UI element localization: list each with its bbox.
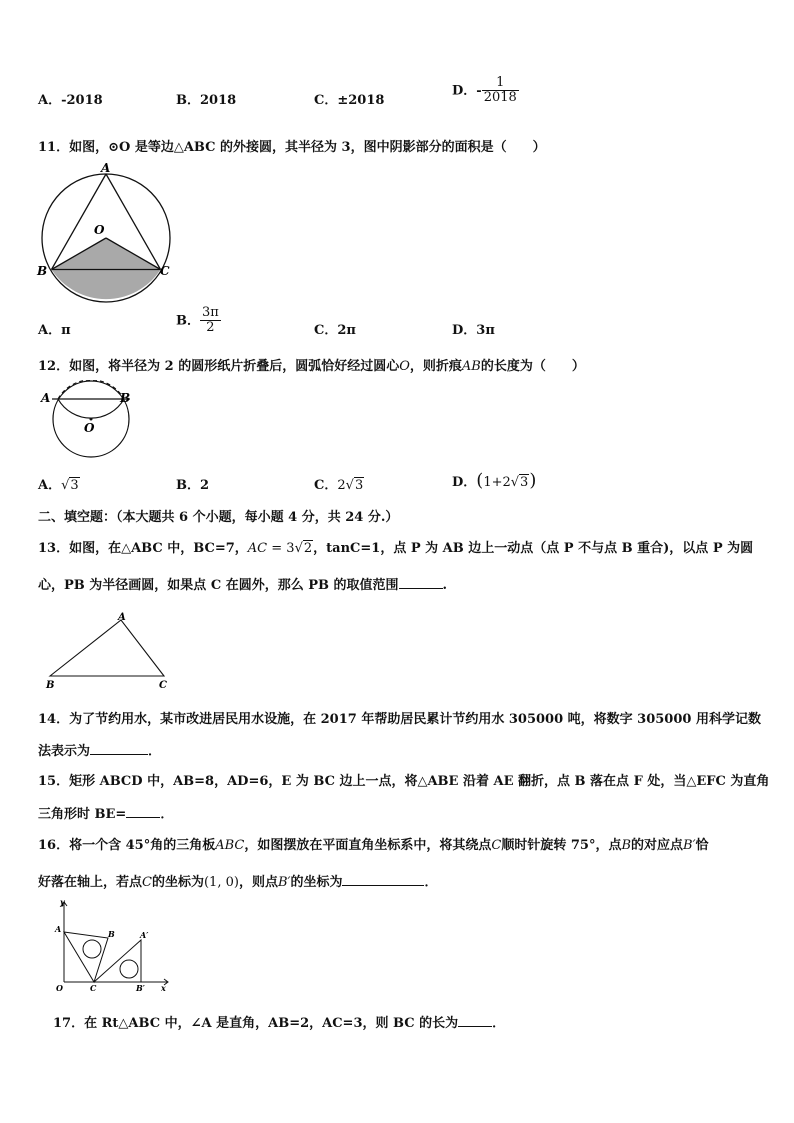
stem-text: 三角形时 BE=	[38, 807, 127, 822]
option-label: B．	[176, 313, 200, 329]
q12-option-d	[452, 470, 536, 491]
stem-text: 法表示为	[38, 744, 91, 759]
stem-text: 的坐标为	[151, 875, 204, 890]
stem-var: B′	[683, 838, 696, 853]
stem-var-ac: AC	[247, 541, 268, 556]
stem-text: 顺时针旋转 75°，点	[501, 838, 622, 853]
stem-var: B	[621, 838, 632, 853]
q11-circle-figure	[32, 160, 182, 310]
option-label: A．	[38, 93, 62, 108]
stem-text: ．	[148, 744, 162, 759]
fraction	[482, 76, 519, 106]
option-label: B．	[176, 93, 200, 108]
q10-option-a	[38, 89, 103, 108]
option-label: A．	[38, 478, 62, 493]
stem-text: 12．如图，将半径为 2 的圆形纸片折叠后，圆弧恰好经过圆心	[38, 359, 400, 374]
stem-var-o: O	[399, 359, 410, 374]
label-b: B	[120, 391, 131, 405]
option-value: ±2018	[337, 93, 385, 108]
q15-line-1: 15．矩形 ABCD 中，AB=8，AD=6，E 为 BC 边上一点，将△ABE 沿着 AE 翻折，点 B 落在点 F 处，当△EFC 为直角	[38, 774, 770, 789]
option-label: D．	[452, 83, 477, 99]
stem-text: 的坐标为	[290, 875, 343, 890]
stem-eq: = 3	[267, 541, 295, 556]
stem-text: 好落在轴上，若点	[38, 875, 143, 890]
q16-line-2	[38, 871, 438, 890]
q11-option-b	[176, 306, 221, 336]
stem-text: ，则折痕	[409, 359, 462, 374]
stem-var: C	[491, 838, 502, 853]
label-b: B	[37, 264, 48, 278]
option-value: 2018	[200, 93, 237, 108]
radicand: 3	[520, 475, 529, 490]
sqrt: √3	[345, 478, 364, 493]
label-c: C	[90, 983, 97, 993]
stem-text: ．	[424, 875, 438, 890]
option-label: B．	[176, 478, 200, 493]
q16-coordinate-figure	[48, 896, 178, 996]
paren-close: )	[529, 470, 537, 491]
q16-line-1	[38, 834, 709, 853]
option-value: 2	[200, 478, 210, 493]
q12-stem	[38, 355, 585, 374]
stem-text: ．	[160, 807, 174, 822]
shaded-segment	[52, 270, 161, 300]
stem-text: ，如图摆放在平面直角坐标系中，将其绕点	[244, 838, 492, 853]
stem-text: .	[442, 578, 448, 593]
answer-blank[interactable]	[458, 1014, 492, 1027]
label-x: x	[161, 983, 166, 993]
label-o: O	[94, 223, 105, 237]
coefficient: 2	[337, 478, 346, 493]
shaded-triangle	[52, 238, 161, 270]
q12-option-b	[176, 474, 209, 493]
q10-option-c	[314, 89, 384, 108]
label-b: B	[46, 680, 55, 691]
q17-stem	[53, 1012, 505, 1031]
option-label: C．	[314, 93, 338, 108]
denominator: 2018	[483, 90, 517, 106]
sqrt: √3	[61, 478, 79, 493]
stem-text: ，tanC=1，点 P 为 AB 边上一动点（点 P 不与点 B 重合)，以点 P 为圆	[313, 541, 754, 556]
stem-text: 的对应点	[631, 838, 684, 853]
q14-line-1: 14．为了节约用水，某市改进居民用水设施，在 2017 年帮助居民累计节约用水 305000 吨，将数字 305000 用科学记数	[38, 712, 761, 727]
label-a: A	[101, 161, 111, 175]
q10-option-d	[452, 76, 519, 106]
numerator: 1	[496, 75, 505, 90]
paren-open: (	[476, 470, 484, 491]
denominator: 2	[200, 320, 221, 335]
option-label: C．	[314, 323, 338, 338]
minus-sign: -	[476, 83, 482, 99]
q10-option-b	[176, 89, 236, 108]
stem-text: ，则点	[238, 875, 278, 890]
stem-text: 的长度为（ ）	[480, 359, 585, 374]
label-b-prime: B′	[136, 983, 145, 993]
answer-blank[interactable]	[399, 576, 443, 589]
stem-var-ab: AB	[461, 359, 481, 374]
coordinate: (1, 0)	[203, 875, 239, 890]
answer-blank[interactable]	[90, 742, 148, 755]
triangle-abc	[50, 620, 164, 676]
triangle-hole	[83, 940, 101, 958]
triangle-hole-rotated	[120, 960, 138, 978]
section-2-title: 二、填空题：（本大题共 6 个小题，每小题 4 分，共 24 分.）	[38, 510, 399, 525]
stem-text: 17．在 Rt△ABC 中，∠A 是直角，AB=2，AC=3，则 BC 的长为	[53, 1016, 459, 1031]
fraction	[200, 306, 221, 336]
q11-option-d	[452, 319, 495, 338]
answer-blank[interactable]	[126, 805, 160, 818]
q15-line-2	[38, 803, 173, 822]
q12-option-c	[314, 474, 364, 493]
radicand: 3	[354, 478, 364, 493]
numerator: 3π	[202, 305, 219, 320]
q13-line-2	[38, 574, 447, 593]
stem-var: C	[142, 875, 152, 890]
answer-blank[interactable]	[342, 873, 424, 886]
expression: 1+2	[483, 475, 511, 490]
stem-var: B′	[277, 875, 291, 890]
q12-fold-figure	[36, 380, 146, 462]
radicand: 2	[303, 541, 313, 556]
option-value: π	[61, 323, 71, 338]
option-value: -2018	[61, 93, 103, 108]
label-o: O	[56, 983, 63, 993]
q12-option-a	[38, 474, 80, 493]
label-c: C	[159, 680, 167, 691]
triangle-abc	[64, 932, 108, 982]
label-a: A	[41, 391, 51, 405]
option-label: A．	[38, 323, 62, 338]
stem-text: 心，PB 为半径画圆，如果点 C 在圆外，那么 PB 的取值范围	[38, 578, 399, 593]
q14-line-2	[38, 740, 161, 759]
option-label: D．	[452, 323, 477, 338]
label-a-prime: A′	[140, 930, 149, 940]
sqrt: √2	[294, 541, 313, 556]
stem-var: ABC	[215, 838, 245, 853]
label-a: A	[55, 924, 62, 934]
stem-text: 恰	[695, 838, 709, 853]
stem-text: ．	[492, 1016, 506, 1031]
q13-line-1	[38, 537, 753, 556]
stem-text: 16．将一个含 45°角的三角板	[38, 838, 216, 853]
label-o: O	[84, 421, 95, 435]
q11-option-a	[38, 319, 71, 338]
q13-triangle-figure	[40, 612, 180, 692]
label-b: B	[108, 929, 115, 939]
folded-arc	[58, 399, 124, 418]
option-label: D．	[452, 475, 477, 490]
option-label: C．	[314, 478, 338, 493]
option-value: 2π	[337, 323, 356, 338]
label-a: A	[118, 612, 126, 623]
label-c: C	[160, 264, 170, 278]
label-y: y	[60, 897, 65, 907]
q11-stem: 11．如图，⊙O 是等边△ABC 的外接圆，其半径为 3，图中阴影部分的面积是（ ）	[38, 140, 546, 155]
stem-text: 13．如图，在△ABC 中，BC=7，	[38, 541, 248, 556]
q11-option-c	[314, 319, 356, 338]
sqrt: √3	[510, 475, 529, 490]
option-value: 3π	[476, 323, 495, 338]
radicand: 3	[70, 478, 79, 493]
